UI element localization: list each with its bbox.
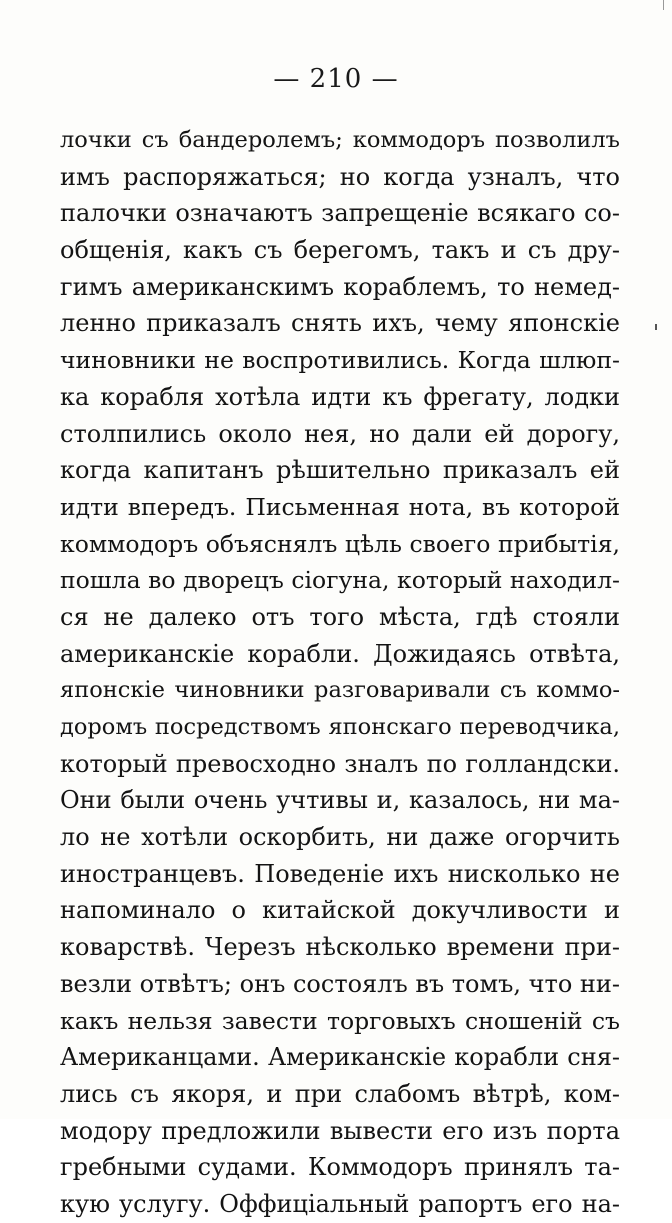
page-number: — 210 — bbox=[273, 64, 399, 94]
text-line: ка корабля хотѣла идти къ фрегату, лодки bbox=[60, 382, 620, 411]
text-line: лочки съ бандеролемъ; коммодоръ позволилъ bbox=[60, 127, 620, 153]
text-line: напоминало о китайской докучливости и bbox=[60, 896, 620, 925]
body-text bbox=[60, 122, 620, 1223]
text-line: общенія, какъ съ берегомъ, такъ и съ дру- bbox=[60, 236, 620, 265]
scan-edge-mark bbox=[663, 0, 664, 10]
text-line: коммодоръ объяснялъ цѣль своего прибытія, bbox=[60, 529, 620, 558]
text-line: коварствѣ. Черезъ нѣсколько времени при- bbox=[60, 933, 620, 962]
text-line: японскіе чиновники разговаривали съ коммо- bbox=[60, 677, 620, 704]
text-line: пошла во дворецъ сіогуна, который находил- bbox=[60, 566, 620, 595]
text-line: когда капитанъ рѣшительно приказалъ ей bbox=[60, 456, 620, 485]
text-line: идти впередъ. Письменная нота, въ которой bbox=[60, 492, 620, 521]
text-line: ло не хотѣли оскорбить, ни даже огорчить bbox=[60, 823, 620, 852]
text-line: гребными судами. Коммодоръ принялъ та- bbox=[60, 1153, 620, 1182]
text-line: какъ нельзя завести торговыхъ сношеній съ bbox=[60, 1006, 620, 1035]
text-line: гимъ американскимъ кораблемъ, то немед- bbox=[60, 272, 620, 301]
text-line: чиновники не воспротивились. Когда шлюп- bbox=[60, 346, 620, 375]
text-line: столпились около нея, но дали ей дорогу, bbox=[60, 419, 620, 448]
margin-speck bbox=[655, 324, 657, 330]
text-line: Они были очень учтивы и, казалось, ни ма- bbox=[60, 786, 620, 815]
text-line: Американцами. Американскіе корабли сня- bbox=[60, 1043, 620, 1072]
text-line: доромъ посредствомъ японскаго переводчика, bbox=[60, 714, 620, 740]
text-line: который превосходно зналъ по голландски. bbox=[60, 749, 620, 778]
text-line: иностранцевъ. Поведеніе ихъ нисколько не bbox=[60, 859, 620, 888]
text-line: кую услугу. Оффиціальный рапортъ его на- bbox=[60, 1189, 620, 1218]
text-line: модору предложили вывести его изъ порта bbox=[60, 1116, 620, 1145]
text-line: имъ распоряжаться; но когда узналъ, что bbox=[60, 162, 620, 191]
text-line: ленно приказалъ снять ихъ, чему японскіе bbox=[60, 309, 620, 338]
text-line: американскіе корабли. Дожидаясь отвѣта, bbox=[60, 639, 620, 668]
text-line: лись съ якоря, и при слабомъ вѣтрѣ, ком- bbox=[60, 1079, 620, 1108]
text-line: везли отвѣтъ; онъ состоялъ въ томъ, что ни- bbox=[60, 969, 620, 998]
text-line: ся не далеко отъ того мѣста, гдѣ стояли bbox=[60, 602, 620, 631]
text-line: палочки означаютъ запрещеніе всякаго со- bbox=[60, 199, 620, 228]
